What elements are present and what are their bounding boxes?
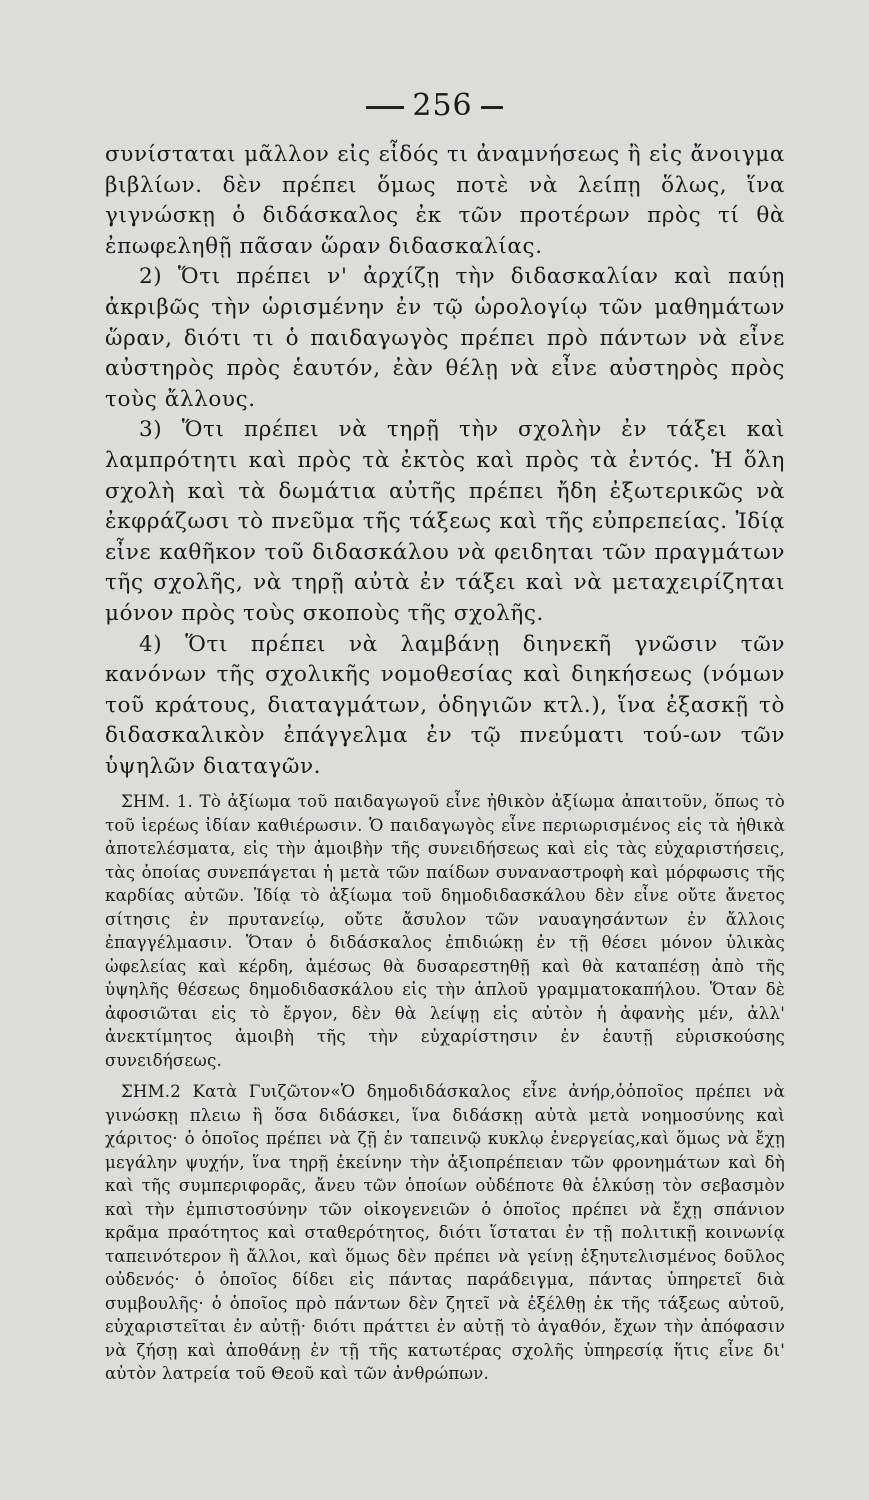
page-header [0,88,869,123]
main-text [105,140,785,782]
page-body [105,140,785,1386]
paragraph-point-3: 3) Ὅτι πρέπει νὰ τηρῇ τὴν σχολὴν ἐν τάξει καὶ λαμπρότητι καὶ πρὸς τὰ ἐκτὸς καὶ πρὸς τὰ ἐντός. Ἡ ὅλη σχολὴ καὶ τὰ δωμάτια αὐτῆς πρέπει ἤδη ἐξωτερικῶς νὰ ἐκφράζωσι τὸ πνεῦμα τῆς τάξεως καὶ τῆς εὐπρεπείας. Ἰδίᾳ εἶνε καθῆκον τοῦ διδασκάλου νὰ φειδηται τῶν πραγμάτων τῆς σχολῆς, νὰ τηρῇ αὐτὰ ἐν τάξει καὶ νὰ μεταχειρίζηται μόνον πρὸς τοὺς σκοποὺς τῆς σχολῆς. [105,417,785,626]
paragraph-point-4: 4) Ὅτι πρέπει νὰ λαμβάνῃ διηνεκῆ γνῶσιν τῶν κανόνων τῆς σχολικῆς νομοθεσίας καὶ διηκήσεως (νόμων τοῦ κράτους, διαταγμάτων, ὁδηγιῶν κτλ.), ἵνα ἐξασκῇ τὸ διδασκαλικὸν ἐπάγγελμα ἐν τῷ πνεύματι τού-ων τῶν ὑψηλῶν διαταγῶν. [105,631,785,779]
header-rule-right [481,106,503,109]
note-2: ΣΗΜ.2 Κατὰ Γυιζῶτον«Ὁ δημοδιδάσκαλος εἶνε ἀνήρ,ὁὁποῖος πρέπει νὰ γινώσκῃ πλειω ἢ ὅσα διδάσκει, ἵνα διδάσκῃ αὐτὰ μετὰ νοημοσύνης καὶ χάριτος· ὁ ὁποῖος πρέπει νὰ ζῇ ἐν ταπεινῷ κυκλῳ ἐνεργείας,καὶ ὅμως νὰ ἔχῃ μεγάλην ψυχήν, ἵνα τηρῇ ἐκείνην τὴν ἀξιοπρέπειαν τῶν φρονημάτων καὶ δὴ καὶ τῆς συμπεριφορᾶς, ἄνευ τῶν ὁποίων οὐδέποτε θὰ ἑλκύσῃ τὸν σεβασμὸν καὶ τὴν ἐμπιστοσύνην τῶν οἰκογενειῶν ὁ ὁποῖος πρέπει νὰ ἔχῃ σπάνιον κρᾶμα πραότητος καὶ σταθερότητος, διότι ἵσταται ἐν τῇ πολιτικῇ κοινωνίᾳ ταπεινότερον ἢ ἄλλοι, καὶ ὅμως δὲν πρέπει νὰ γείνῃ ἐξηυτελισμένος δοῦλος οὐδενός· ὁ ὁποῖος δίδει εἰς πάντας παράδειγμα, πάντας ὑπηρετεῖ διὰ συμβουλῆς· ὁ ὁποῖος πρὸ πάντων δὲν ζητεῖ νὰ ἐξέλθῃ ἐκ τῆς τάξεως αὐτοῦ, εὐχαριστεῖται ἐν αὐτῇ· διότι πράττει ἐν αὐτῇ τὸ ἀγαθόν, ἔχων τὴν ἀπόφασιν νὰ ζήσῃ καὶ ἀποθάνῃ ἐν τῇ τῆς κατωτέρας σχολῆς ὑπηρεσίᾳ ἥτις εἶνε δι' αὐτὸν λατρεία τοῦ Θεοῦ καὶ τῶν ἀνθρώπων. [105,1082,785,1384]
page-number: 256 [412,88,473,123]
footnotes [105,790,785,1386]
header-rule-left [366,106,404,109]
note-1: ΣΗΜ. 1. Τὸ ἀξίωμα τοῦ παιδαγωγοῦ εἶνε ἠθικὸν ἀξίωμα ἀπαιτοῦν, ὅπως τὸ τοῦ ἱερέως ἰδίαν καθιέρωσιν. Ὁ παιδαγωγὸς εἶνε περιωρισμένος εἰς τὰ ἠθικὰ ἀποτελέσματα, εἰς τὴν ἀμοιβὴν τῆς συνειδήσεως καὶ εἰς τὰς εὐχαριστήσεις, τὰς ὁποίας συνεπάγεται ἡ μετὰ τῶν παίδων συναναστροφὴ καὶ μόρφωσις τῆς καρδίας αὐτῶν. Ἰδίᾳ τὸ ἀξίωμα τοῦ δημοδιδασκάλου δὲν εἶνε οὔτε ἄνετος σίτησις ἐν πρυτανείῳ, οὔτε ἄσυλον τῶν ναυαγησάντων ἐν ἄλλοις ἐπαγγέλμασιν. Ὅταν ὁ διδάσκαλος ἐπιδιώκῃ ἐν τῇ θέσει μόνον ὑλικὰς ὠφελείας καὶ κέρδη, ἀμέσως θὰ δυσαρεστηθῇ καὶ θὰ καταπέσῃ ἀπὸ τῆς ὑψηλῆς θέσεως δημοδιδασκάλου εἰς τὴν ἁπλοῦ γραμματοκαπήλου. Ὅταν δὲ ἀφοσιῶται εἰς τὸ ἔργον, δὲν θὰ λείψῃ εἰς αὐτὸν ἡ ἀφανὴς μέν, ἀλλ' ἀνεκτίμητος ἀμοιβὴ τῆς τὴν εὐχαρίστησιν ἐν ἑαυτῇ εὑρισκούσης συνειδήσεως. [105,792,785,1070]
paragraph-continuation: συνίσταται μᾶλλον εἰς εἶδός τι ἀναμνήσεως ἢ εἰς ἄνοιγμα βιβλίων. δὲν πρέπει ὅμως ποτὲ νὰ λείπῃ ὅλως, ἵνα γιγνώσκῃ ὁ διδάσκαλος ἐκ τῶν προτέρων πρὸς τί θὰ ἐπωφεληθῇ πᾶσαν ὥραν διδασκαλίας. [105,142,785,259]
paragraph-point-2: 2) Ὅτι πρέπει ν' ἀρχίζῃ τὴν διδασκαλίαν καὶ παύῃ ἀκριβῶς τὴν ὡρισμένην ἐν τῷ ὡρολογίῳ τῶν μαθημάτων ὥραν, διότι τι ὁ παιδαγωγὸς πρέπει πρὸ πάντων νὰ εἶνε αὐστηρὸς πρὸς ἑαυτόν, ἐὰν θέλῃ νὰ εἶνε αὐστηρὸς πρὸς τοὺς ἄλλους. [105,264,785,412]
